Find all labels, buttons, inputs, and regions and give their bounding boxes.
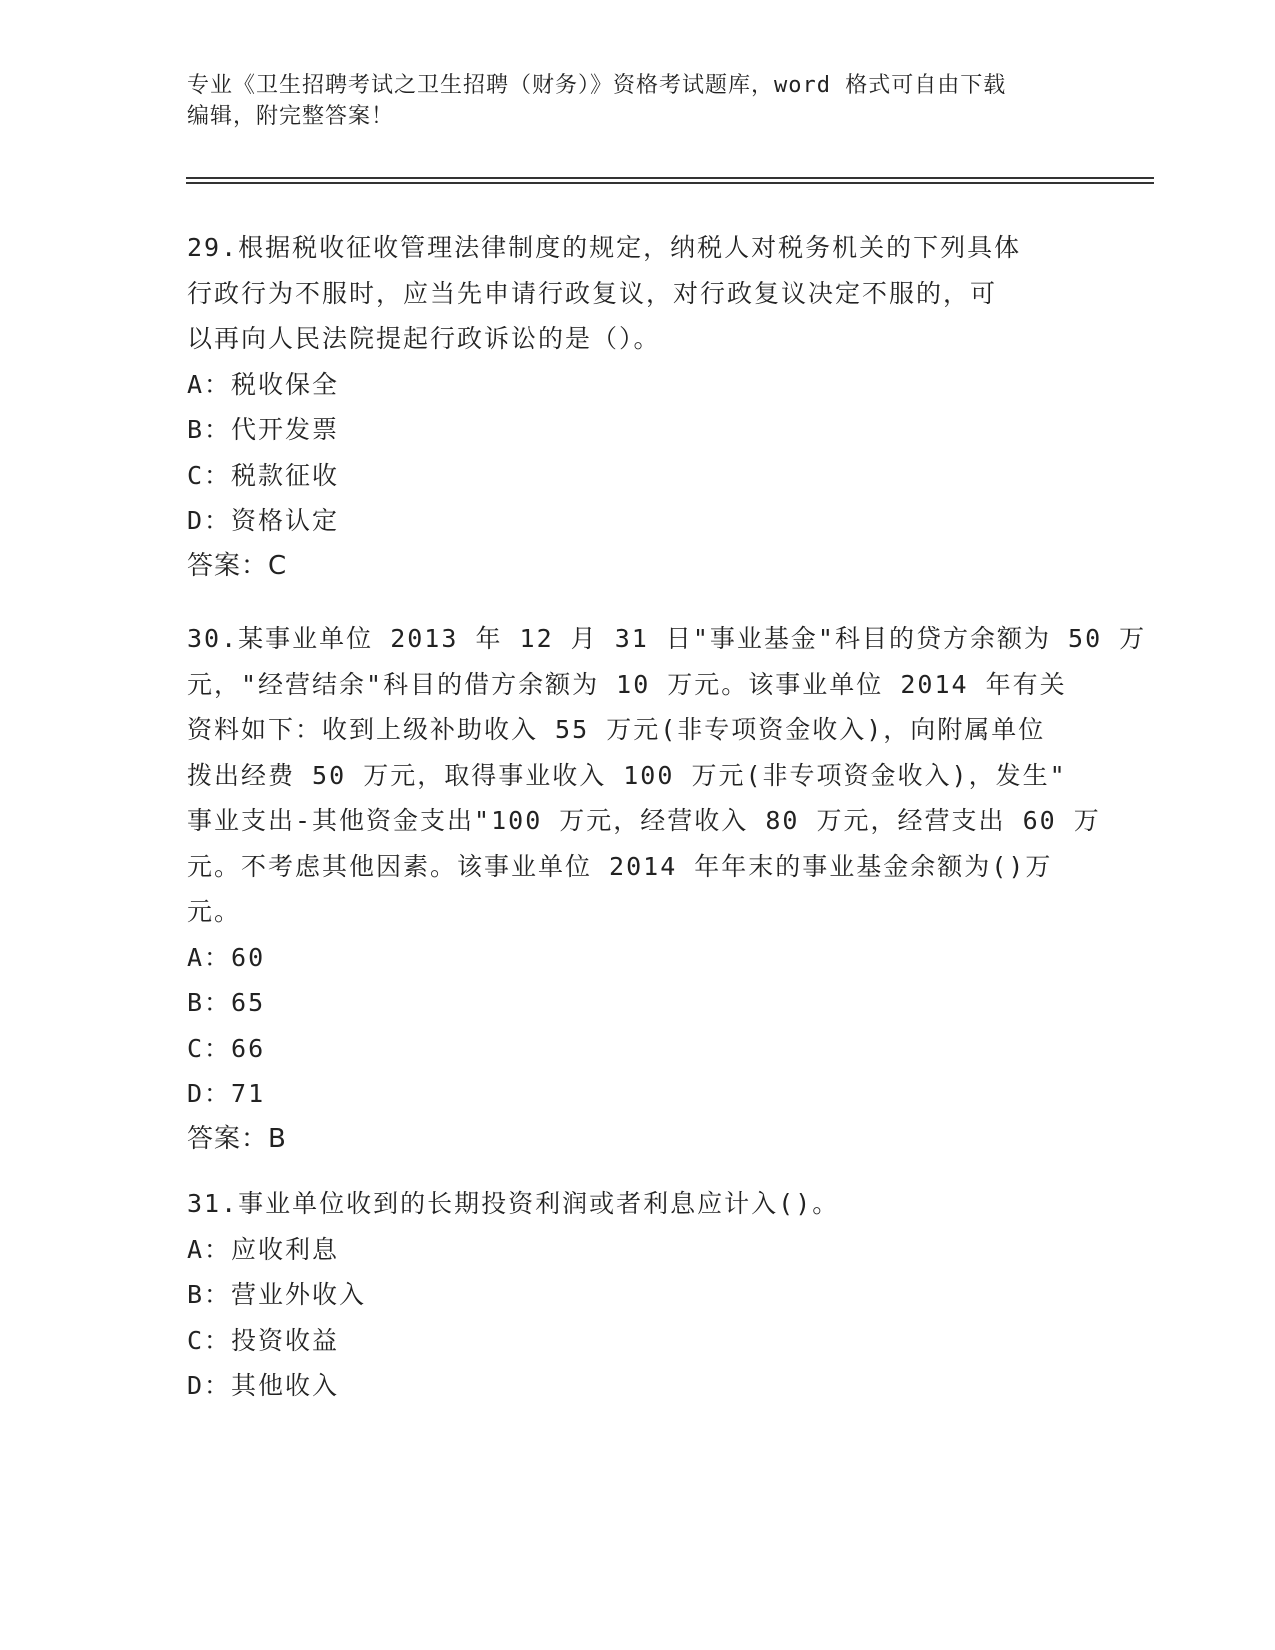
header-text <box>187 70 1087 132</box>
question-29 <box>187 225 1087 589</box>
header-line: 编辑，附完整答案！ <box>187 104 395 129</box>
option-a: A：应收利息 <box>187 1234 340 1264</box>
stem-line: 29.根据税收征收管理法律制度的规定，纳税人对税务机关的下列具体 <box>187 233 1022 262</box>
stem-line: 元。不考虑其他因素。该事业单位 2014 年年末的事业基金余额为()万 <box>187 851 1053 881</box>
option-c: C：税款征收 <box>187 460 340 490</box>
option-a: A：税收保全 <box>187 369 340 399</box>
question-stem <box>187 225 1087 362</box>
option-a: A：60 <box>187 942 266 972</box>
question-30 <box>187 616 1147 1162</box>
question-stem <box>187 1181 1087 1227</box>
stem-line: 行政行为不服时，应当先申请行政复议，对行政复议决定不服的，可 <box>187 278 998 308</box>
answer: 答案：B <box>187 1123 287 1154</box>
stem-line: 元。 <box>187 897 242 926</box>
option-d: D：71 <box>187 1079 266 1108</box>
stem-line: 拨出经费 50 万元，取得事业收入 100 万元(非专项资金收入)，发生" <box>187 760 1067 790</box>
header-divider-bottom <box>186 182 1154 184</box>
option-d: D：资格认定 <box>187 506 340 535</box>
stem-line: 事业支出-其他资金支出"100 万元，经营收入 80 万元，经营支出 60 万 <box>187 806 1101 835</box>
option-c: C：投资收益 <box>187 1325 340 1355</box>
option-d: D：其他收入 <box>187 1371 340 1400</box>
option-b: B：65 <box>187 988 266 1017</box>
stem-line: 以再向人民法院提起行政诉讼的是（）。 <box>187 324 661 353</box>
stem-line: 资料如下：收到上级补助收入 55 万元(非专项资金收入)，向附属单位 <box>187 715 1046 744</box>
question-stem <box>187 616 1147 935</box>
header-divider-top <box>186 177 1154 179</box>
stem-line: 30.某事业单位 2013 年 12 月 31 日"事业基金"科目的贷方余额为 50 万 <box>187 624 1147 653</box>
option-b: B：代开发票 <box>187 415 340 444</box>
stem-line: 元，"经营结余"科目的借方余额为 10 万元。该事业单位 2014 年有关 <box>187 669 1067 699</box>
stem-line: 31.事业单位收到的长期投资利润或者利息应计入()。 <box>187 1189 840 1218</box>
answer: 答案：C <box>187 550 288 581</box>
option-c: C：66 <box>187 1033 266 1063</box>
header-line: 专业《卫生招聘考试之卫生招聘（财务）》资格考试题库，word 格式可自由下载 <box>187 73 1007 98</box>
question-31 <box>187 1181 1087 1409</box>
option-b: B：营业外收入 <box>187 1280 367 1309</box>
